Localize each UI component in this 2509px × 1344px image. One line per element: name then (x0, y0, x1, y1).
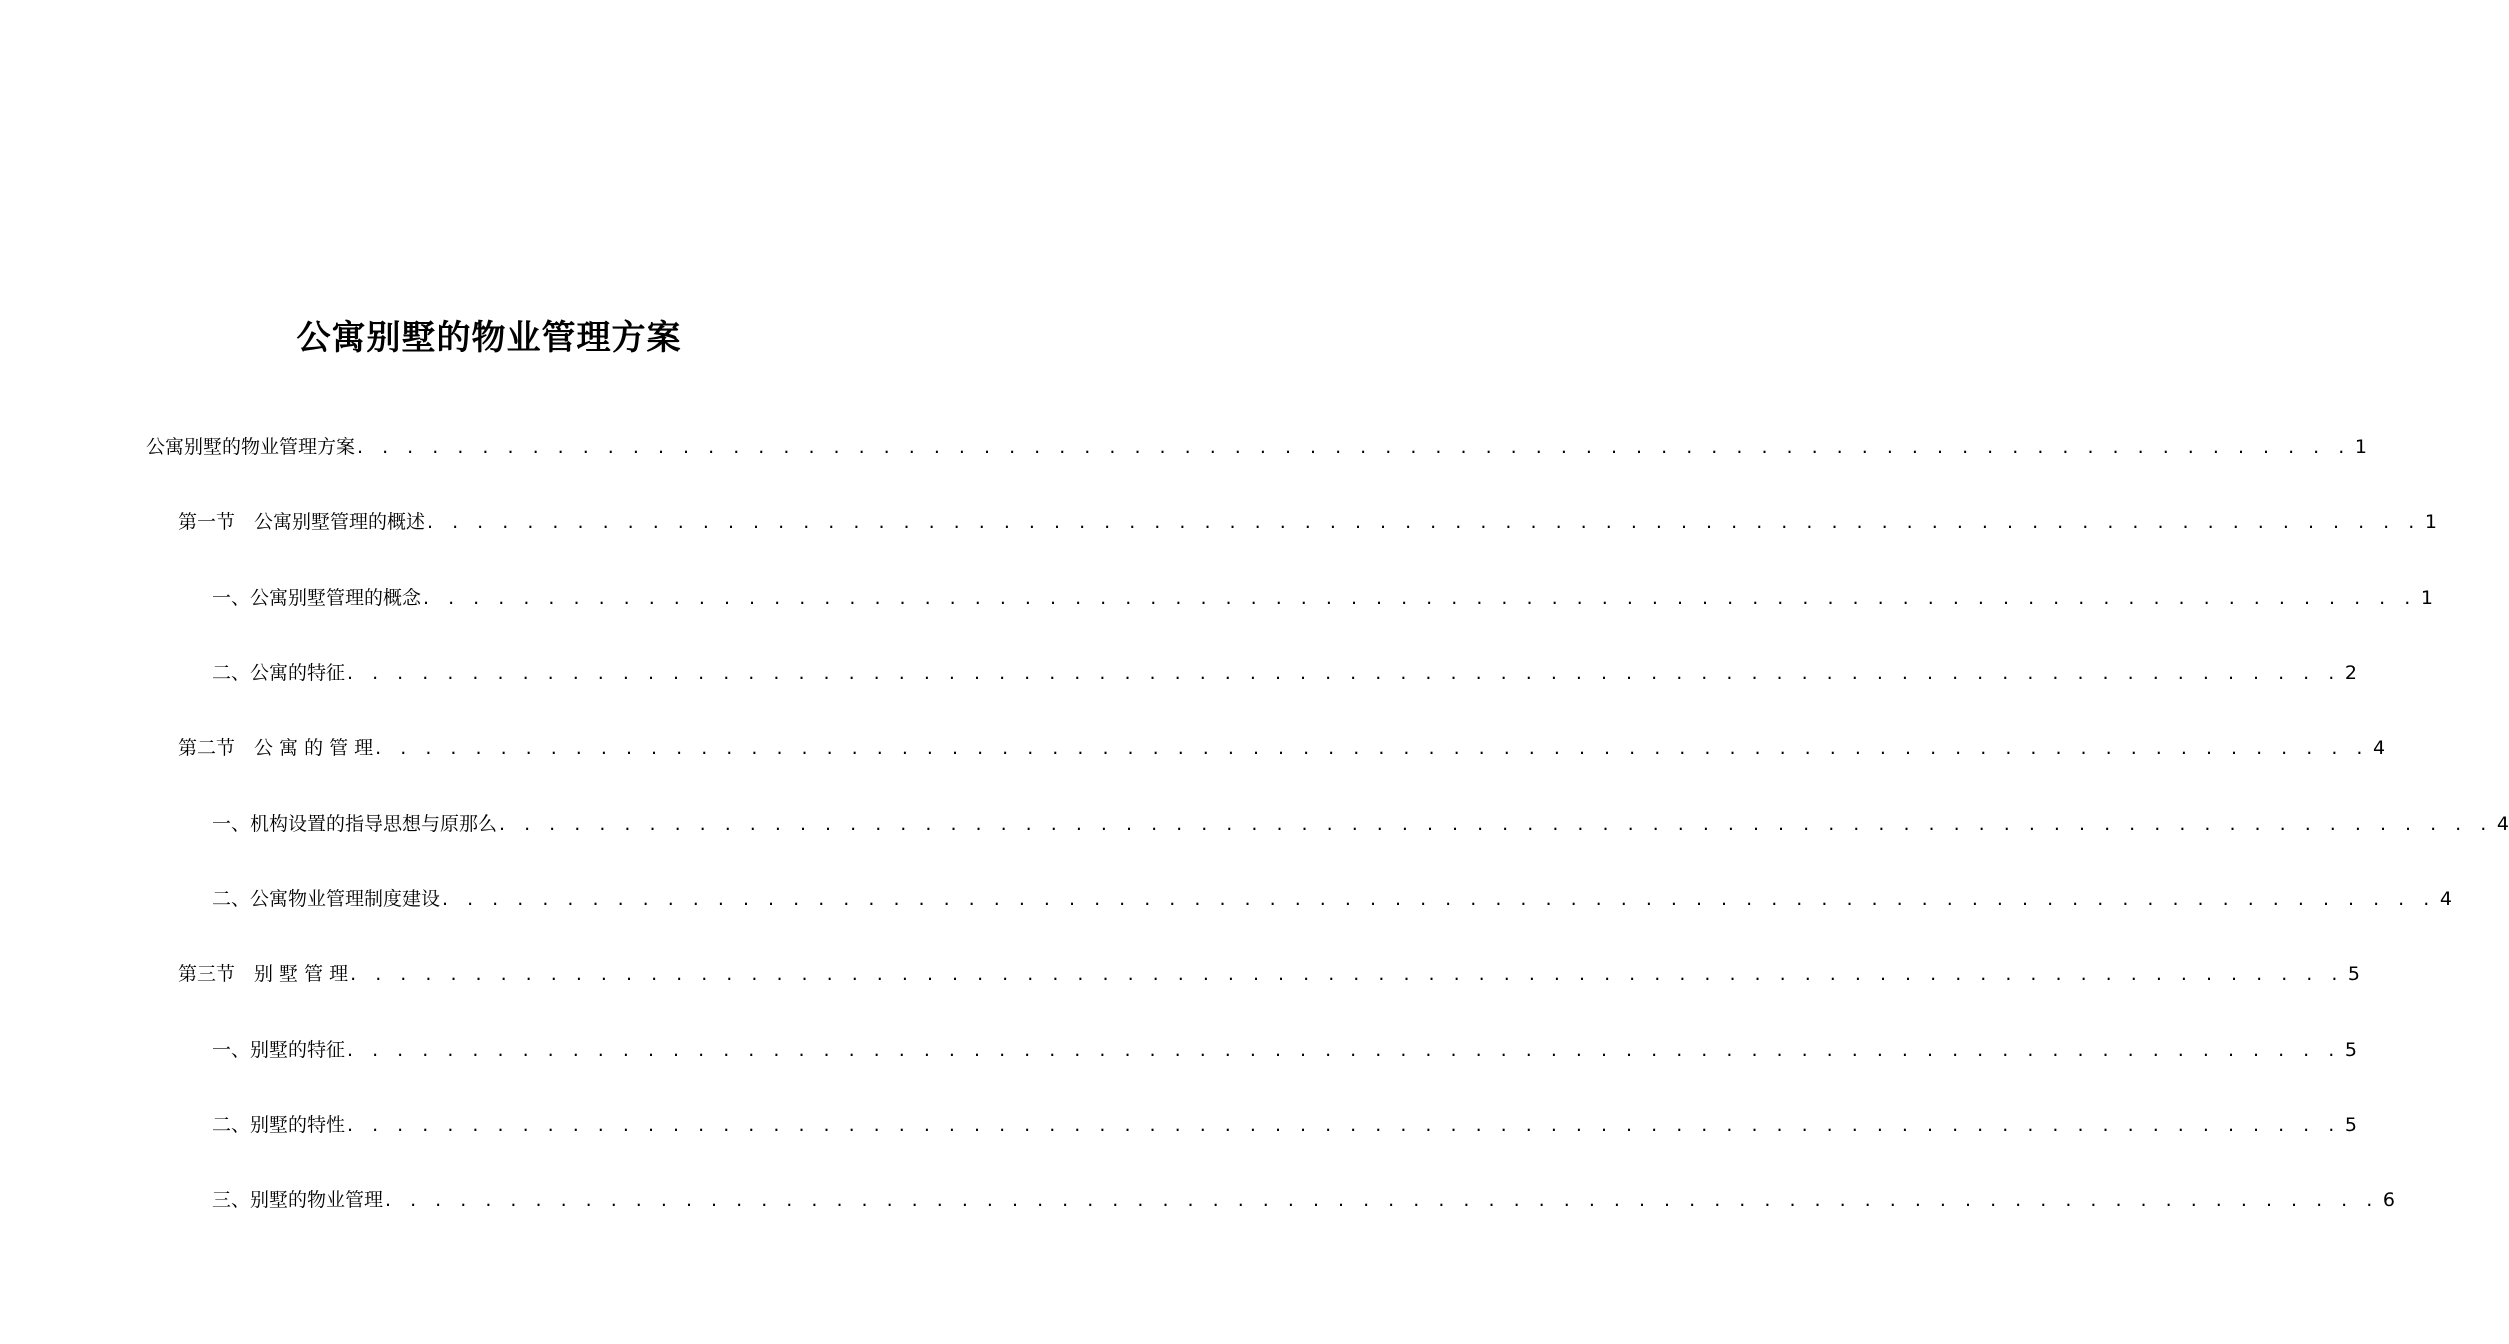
toc-page-number: 4 (2372, 737, 2386, 759)
toc-dot-leader: . . . . . . . . . . . . . . . . . . . . . . . . . . . . . . . . . . . . . . . . . . . . . . . . . . . . . . . . . . . . . . . . . . . . . . . . . . . . . . . . (423, 587, 2417, 609)
toc-page-number: 1 (2424, 511, 2437, 533)
toc-page-number: 4 (2496, 813, 2509, 835)
toc-entry-label: 第二节 公 寓 的 管 理 (178, 737, 374, 759)
toc-page-number: 5 (2347, 963, 2361, 985)
toc-page-number: 1 (2354, 436, 2367, 458)
toc-entry-label: 二、公寓的特征 (212, 662, 346, 684)
toc-entry-label: 二、公寓物业管理制度建设 (212, 888, 441, 910)
toc-page-number: 6 (2382, 1189, 2395, 1211)
toc-entry[interactable] (212, 659, 2357, 687)
toc-page-number: 5 (2344, 1114, 2357, 1136)
toc-entry-label: 三、别墅的物业管理 (212, 1189, 384, 1211)
toc-entry-label: 第三节 别 墅 管 理 (178, 963, 349, 985)
toc-dot-leader: . . . . . . . . . . . . . . . . . . . . . . . . . . . . . . . . . . . . . . . . . . . . . . . . . . . . . . . . . . . . . . . . . . . . . . . . . . . . . . . . (357, 436, 2351, 458)
toc-page-number: 4 (2439, 888, 2452, 910)
toc-page-number: 2 (2344, 662, 2357, 684)
toc-entry-label: 一、公寓别墅管理的概念 (212, 587, 422, 609)
toc-dot-leader: . . . . . . . . . . . . . . . . . . . . . . . . . . . . . . . . . . . . . . . . . . . . . . . . . . . . . . . . . . . . . . . . . . . . . . . . . . . . . . . . (347, 1039, 2341, 1061)
toc-dot-leader: . . . . . . . . . . . . . . . . . . . . . . . . . . . . . . . . . . . . . . . . . . . . . . . . . . . . . . . . . . . . . . . . . . . . . . . . . . . . . . . . (442, 888, 2436, 910)
toc-entry[interactable] (212, 1036, 2357, 1064)
toc-entry[interactable] (212, 584, 2433, 612)
toc-entry-label: 第一节 公寓别墅管理的概述 (178, 511, 426, 533)
toc-dot-leader: . . . . . . . . . . . . . . . . . . . . . . . . . . . . . . . . . . . . . . . . . . . . . . . . . . . . . . . . . . . . . . . . . . . . . . . . . . . . . . . . (347, 662, 2341, 684)
toc-dot-leader: . . . . . . . . . . . . . . . . . . . . . . . . . . . . . . . . . . . . . . . . . . . . . . . . . . . . . . . . . . . . . . . . . . . . . . . . . . . . . . . . (350, 963, 2344, 985)
toc-entry-label: 一、机构设置的指导思想与原那么 (212, 813, 498, 835)
toc-entry[interactable] (212, 810, 2509, 838)
toc-page-number: 5 (2344, 1039, 2357, 1061)
toc-dot-leader: . . . . . . . . . . . . . . . . . . . . . . . . . . . . . . . . . . . . . . . . . . . . . . . . . . . . . . . . . . . . . . . . . . . . . . . . . . . . . . . . (375, 737, 2369, 759)
toc-entry[interactable] (178, 734, 2386, 762)
toc-entry-label: 二、别墅的特性 (212, 1114, 346, 1136)
toc-page-number: 1 (2420, 587, 2433, 609)
toc-entry[interactable] (212, 885, 2452, 913)
page-title: 公寓别墅的物业管理方案 (296, 318, 682, 358)
toc-entry-label: 公寓别墅的物业管理方案 (146, 436, 356, 458)
toc-entry[interactable] (178, 960, 2361, 988)
toc-dot-leader: . . . . . . . . . . . . . . . . . . . . . . . . . . . . . . . . . . . . . . . . . . . . . . . . . . . . . . . . . . . . . . . . . . . . . . . . . . . . . . . . (347, 1114, 2341, 1136)
toc-entry[interactable] (212, 1111, 2357, 1139)
toc-entry[interactable] (178, 508, 2437, 536)
toc-entry[interactable] (146, 433, 2367, 461)
toc-entry-label: 一、别墅的特征 (212, 1039, 346, 1061)
toc-entry[interactable] (212, 1186, 2395, 1214)
toc-dot-leader: . . . . . . . . . . . . . . . . . . . . . . . . . . . . . . . . . . . . . . . . . . . . . . . . . . . . . . . . . . . . . . . . . . . . . . . . . . . . . . . . (427, 511, 2421, 533)
toc-dot-leader: . . . . . . . . . . . . . . . . . . . . . . . . . . . . . . . . . . . . . . . . . . . . . . . . . . . . . . . . . . . . . . . . . . . . . . . . . . . . . . . . (385, 1189, 2379, 1211)
toc-dot-leader: . . . . . . . . . . . . . . . . . . . . . . . . . . . . . . . . . . . . . . . . . . . . . . . . . . . . . . . . . . . . . . . . . . . . . . . . . . . . . . . . (499, 813, 2493, 835)
